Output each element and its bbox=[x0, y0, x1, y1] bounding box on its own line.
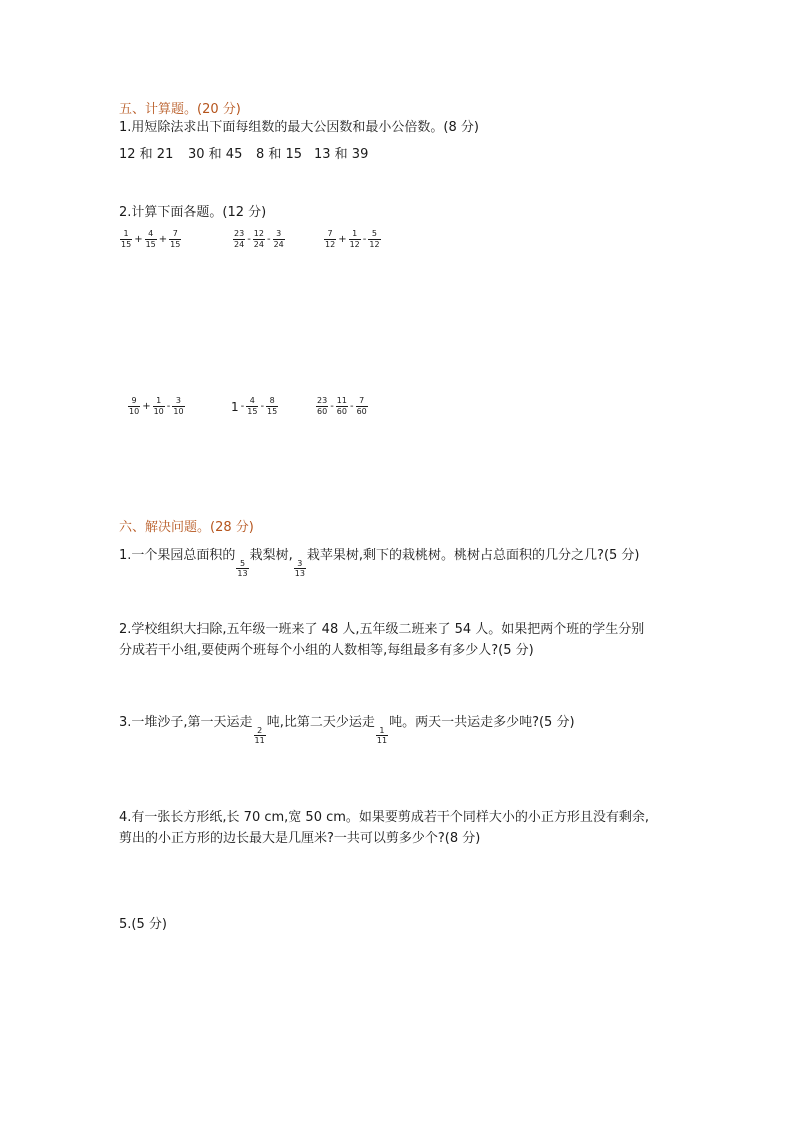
fraction bbox=[233, 229, 245, 250]
q5-2-text: 2.计算下面各题。(12 分) bbox=[119, 205, 267, 220]
denominator: 24 bbox=[273, 240, 284, 249]
q6-2-line-1: 2.学校组织大扫除,五年级一班来了 48 人,五年级二班来了 54 人。如果把两个班的学生分别 bbox=[119, 622, 645, 637]
numerator: 7 bbox=[172, 229, 178, 238]
denominator: 12 bbox=[369, 240, 380, 249]
operator: - bbox=[362, 234, 367, 245]
fraction bbox=[236, 559, 248, 578]
q6-3-part-c: 吨。两天一共运走多少吨?(5 分) bbox=[389, 715, 575, 730]
numerator: 23 bbox=[317, 396, 328, 405]
expr-6 bbox=[315, 396, 369, 417]
operator: + bbox=[134, 234, 143, 245]
numerator: 5 bbox=[371, 229, 378, 238]
operator: - bbox=[266, 234, 271, 245]
denominator: 60 bbox=[317, 407, 328, 416]
q5-1-text: 1.用短除法求出下面每组数的最大公因数和最小公倍数。(8 分) bbox=[119, 120, 479, 135]
fraction bbox=[254, 726, 266, 745]
fraction bbox=[253, 229, 265, 250]
denominator: 15 bbox=[170, 240, 181, 249]
fraction bbox=[336, 396, 348, 417]
pair-4: 13 和 39 bbox=[314, 147, 369, 162]
denominator: 60 bbox=[356, 407, 367, 416]
numerator: 1 bbox=[123, 229, 129, 238]
operator: - bbox=[349, 401, 354, 412]
operator: - bbox=[260, 401, 265, 412]
fraction bbox=[316, 396, 328, 417]
denominator: 60 bbox=[336, 407, 347, 416]
numerator: 1 bbox=[352, 229, 358, 238]
denominator: 11 bbox=[254, 736, 265, 745]
denominator: 11 bbox=[376, 736, 388, 745]
q6-1-part-a: 1.一个果园总面积的 bbox=[119, 548, 236, 563]
q6-1-part-b: 栽梨树, bbox=[249, 548, 293, 563]
numerator: 12 bbox=[253, 229, 264, 238]
numerator: 7 bbox=[359, 396, 365, 405]
numerator: 23 bbox=[234, 229, 245, 238]
section-5-title: 五、计算题。(20 分) bbox=[119, 102, 241, 117]
pair-3: 8 和 15 bbox=[256, 147, 303, 162]
denominator: 15 bbox=[145, 240, 156, 249]
numerator: 1 bbox=[156, 396, 162, 405]
numerator: 3 bbox=[276, 229, 282, 238]
expr-4 bbox=[127, 396, 186, 417]
denominator: 13 bbox=[237, 569, 248, 578]
q6-1 bbox=[119, 545, 640, 578]
numerator: 4 bbox=[249, 396, 255, 405]
fraction bbox=[128, 396, 140, 417]
operator: - bbox=[330, 401, 334, 412]
numerator: 7 bbox=[327, 229, 333, 238]
denominator: 24 bbox=[253, 240, 264, 249]
numerator: 3 bbox=[297, 559, 303, 568]
operator: + bbox=[158, 234, 168, 245]
section-6-title: 六、解决问题。(28 分) bbox=[119, 520, 254, 535]
fraction bbox=[145, 229, 157, 250]
expr-1 bbox=[119, 229, 182, 250]
pair-2: 30 和 45 bbox=[188, 147, 243, 162]
denominator: 12 bbox=[325, 240, 336, 249]
q6-3-part-b: 吨,比第二天少运走 bbox=[266, 715, 375, 730]
q6-5-text: 5.(5 分) bbox=[119, 917, 167, 932]
fraction bbox=[120, 229, 132, 250]
fraction bbox=[266, 396, 278, 417]
q6-3 bbox=[119, 712, 575, 745]
denominator: 12 bbox=[349, 240, 360, 249]
numerator: 9 bbox=[131, 396, 137, 405]
fraction bbox=[172, 396, 184, 417]
fraction bbox=[246, 396, 258, 417]
fraction bbox=[169, 229, 181, 250]
numerator: 3 bbox=[175, 396, 182, 405]
operator: - bbox=[247, 234, 251, 245]
operator: - bbox=[166, 401, 171, 412]
fraction bbox=[273, 229, 285, 250]
fraction bbox=[324, 229, 336, 250]
fraction bbox=[153, 396, 165, 417]
fraction bbox=[368, 229, 380, 250]
expr-2 bbox=[232, 229, 286, 250]
operator: + bbox=[338, 234, 347, 245]
q6-4-line-1: 4.有一张长方形纸,长 70 cm,宽 50 cm。如果要剪成若干个同样大小的小正方形且没有剩余, bbox=[119, 810, 650, 825]
fraction bbox=[294, 559, 306, 578]
fraction bbox=[349, 229, 361, 250]
denominator: 13 bbox=[294, 569, 305, 578]
denominator: 15 bbox=[247, 407, 258, 416]
integer-term: 1 bbox=[231, 399, 239, 414]
expr-3 bbox=[323, 229, 382, 250]
fraction bbox=[356, 396, 368, 417]
denominator: 24 bbox=[234, 240, 245, 249]
operator: - bbox=[240, 401, 245, 412]
denominator: 15 bbox=[267, 407, 278, 416]
q6-3-part-a: 3.一堆沙子,第一天运走 bbox=[119, 715, 253, 730]
expr-5 bbox=[230, 396, 279, 417]
numerator: 5 bbox=[239, 559, 246, 568]
denominator: 10 bbox=[153, 407, 164, 416]
numerator: 1 bbox=[379, 726, 385, 735]
numerator: 11 bbox=[336, 396, 347, 405]
numerator: 4 bbox=[148, 229, 154, 238]
denominator: 15 bbox=[121, 240, 132, 249]
fraction bbox=[376, 726, 388, 745]
pair-1: 12 和 21 bbox=[119, 147, 174, 162]
q6-1-part-c: 栽苹果树,剩下的栽桃树。桃树占总面积的几分之几?(5 分) bbox=[306, 548, 640, 563]
denominator: 10 bbox=[173, 407, 184, 416]
numerator: 2 bbox=[257, 726, 263, 735]
q6-2-line-2: 分成若干小组,要使两个班每个小组的人数相等,每组最多有多少人?(5 分) bbox=[119, 643, 534, 658]
operator: + bbox=[142, 401, 151, 412]
numerator: 8 bbox=[269, 396, 275, 405]
denominator: 10 bbox=[129, 407, 140, 416]
q6-4-line-2: 剪出的小正方形的边长最大是几厘米?一共可以剪多少个?(8 分) bbox=[119, 831, 481, 846]
